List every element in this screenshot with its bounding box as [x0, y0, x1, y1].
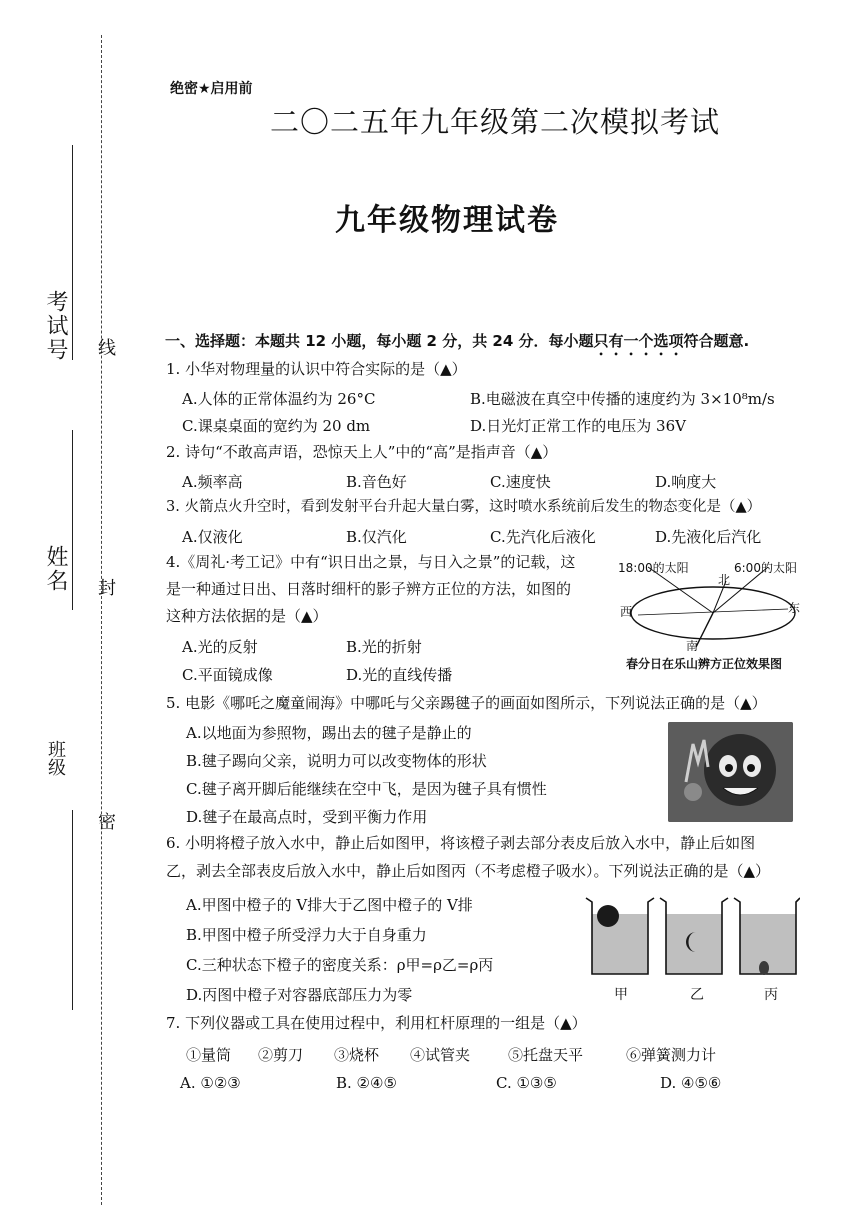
seal-feng-char: 封: [95, 578, 116, 596]
q4-option-c[interactable]: C.平面镜成像: [182, 666, 273, 684]
seal-line-char: 线: [95, 338, 116, 356]
section-tail: 符合题意.: [683, 332, 750, 350]
class-label: 班级: [45, 740, 66, 776]
q5-stem: 5. 电影《哪吒之魔童闹海》中哪吒与父亲踢毽子的画面如图所示，下列说法正确的是（▲）: [166, 694, 767, 712]
q7-item-6: ⑥弹簧测力计: [626, 1046, 717, 1064]
q1-option-d[interactable]: D.日光灯正常工作的电压为 36V: [470, 417, 686, 435]
q1-option-a[interactable]: A.人体的正常体温约为 26°C: [182, 390, 376, 408]
sun-label-18: 18:00的太阳: [618, 561, 689, 575]
q5-option-b[interactable]: B.毽子踢向父亲，说明力可以改变物体的形状: [186, 752, 487, 770]
q7-option-b[interactable]: B. ②④⑤: [336, 1074, 397, 1092]
q7-option-c[interactable]: C. ①③⑤: [496, 1074, 557, 1092]
nezha-movie-still: [668, 722, 793, 822]
q1-option-b[interactable]: B.电磁波在真空中传播的速度约为 3×10⁸m/s: [470, 390, 775, 408]
east-label: 东: [788, 601, 801, 615]
nezha-photo-svg: [668, 722, 793, 822]
beakers-svg: [578, 892, 800, 982]
sun-label-6: 6:00的太阳: [734, 561, 797, 575]
exam-no-label: 考试号: [43, 290, 68, 362]
q7-option-a[interactable]: A. ①②③: [180, 1074, 241, 1092]
class-blank[interactable]: [72, 810, 73, 1010]
beaker-label-bing: 丙: [764, 987, 778, 1003]
exam-title: 二〇二五年九年级第二次模拟考试: [270, 105, 721, 139]
q1-option-c[interactable]: C.课桌桌面的宽约为 20 dm: [182, 417, 371, 435]
section-lead: 一、选择题：本题共 12 小题，每小题 2 分，共 24 分．每小题: [165, 332, 594, 350]
q3-stem: 3. 火箭点火升空时，看到发射平台升起大量白雾，这时喷水系统前后发生的物态变化是（▲）: [166, 499, 762, 515]
q4-option-a[interactable]: A.光的反射: [182, 638, 258, 656]
beaker-label-yi: 乙: [690, 987, 704, 1003]
q5-option-d[interactable]: D.毽子在最高点时，受到平衡力作用: [186, 808, 428, 826]
beaker-label-jia: 甲: [614, 987, 628, 1003]
sun-figure-caption: 春分日在乐山辨方正位效果图: [626, 657, 783, 671]
q7-item-5: ⑤托盘天平: [508, 1046, 584, 1064]
south-label: 南: [686, 639, 699, 653]
section-emphasis: 只有一个选项: [593, 332, 684, 350]
sun-direction-figure: [618, 555, 801, 675]
q5-option-a[interactable]: A.以地面为参照物，踢出去的毽子是静止的: [186, 724, 472, 742]
binding-dashed-line: [101, 35, 102, 1205]
q6-option-c[interactable]: C.三种状态下橙子的密度关系：ρ甲=ρ乙=ρ丙: [186, 956, 494, 974]
confidential-mark: 绝密★启用前: [170, 81, 253, 97]
q2-option-c[interactable]: C.速度快: [490, 473, 551, 491]
q6-option-a[interactable]: A.甲图中橙子的 V排大于乙图中橙子的 V排: [186, 896, 473, 914]
q4-line1: 4.《周礼·考工记》中有“识日出之景，与日入之景”的记载，这: [166, 553, 576, 571]
q7-item-1: ①量筒: [186, 1046, 232, 1064]
west-label: 西: [620, 605, 633, 619]
q4-option-d[interactable]: D.光的直线传播: [346, 666, 453, 684]
q2-option-d[interactable]: D.响度大: [655, 473, 717, 491]
q6-option-d[interactable]: D.丙图中橙子对容器底部压力为零: [186, 986, 413, 1004]
q7-item-3: ③烧杯: [334, 1046, 380, 1064]
q7-option-d[interactable]: D. ④⑤⑥: [660, 1074, 722, 1092]
q3-option-a[interactable]: A.仅液化: [182, 528, 243, 546]
q2-option-b[interactable]: B.音色好: [346, 473, 407, 491]
q4-line3: 这种方法依据的是（▲）: [166, 607, 328, 625]
q3-option-c[interactable]: C.先汽化后液化: [490, 528, 596, 546]
north-label: 北: [718, 573, 731, 587]
q2-stem: 2. 诗句“不敢高声语，恐惊天上人”中的“高”是指声音（▲）: [166, 443, 558, 461]
q6-line2: 乙，剥去全部表皮后放入水中，静止后如图丙（不考虑橙子吸水）。下列说法正确的是（▲）: [166, 862, 771, 880]
q7-stem: 7. 下列仪器或工具在使用过程中，利用杠杆原理的一组是（▲）: [166, 1014, 587, 1032]
name-label: 姓名: [43, 545, 68, 593]
paper-subtitle: 九年级物理试卷: [335, 203, 559, 238]
q4-option-b[interactable]: B.光的折射: [346, 638, 422, 656]
q6-option-b[interactable]: B.甲图中橙子所受浮力大于自身重力: [186, 926, 427, 944]
q6-line1: 6. 小明将橙子放入水中，静止后如图甲，将该橙子剥去部分表皮后放入水中，静止后如图: [166, 834, 756, 852]
q3-option-b[interactable]: B.仅汽化: [346, 528, 407, 546]
q3-option-d[interactable]: D.先液化后汽化: [655, 528, 762, 546]
q1-stem: 1. 小华对物理量的认识中符合实际的是（▲）: [166, 360, 467, 378]
section-heading: [165, 330, 749, 359]
exam-no-blank[interactable]: [72, 145, 73, 360]
q5-option-c[interactable]: C.毽子离开脚后能继续在空中飞，是因为毽子具有惯性: [186, 780, 547, 798]
q2-option-a[interactable]: A.频率高: [182, 473, 243, 491]
q4-line2: 是一种通过日出、日落时细杆的影子辨方正位的方法，如图的: [166, 580, 572, 598]
name-blank[interactable]: [72, 430, 73, 610]
orange-beakers-figure: [578, 892, 800, 1002]
q7-item-2: ②剪刀: [258, 1046, 304, 1064]
seal-mi-char: 密: [95, 812, 116, 830]
q7-item-4: ④试管夹: [410, 1046, 471, 1064]
